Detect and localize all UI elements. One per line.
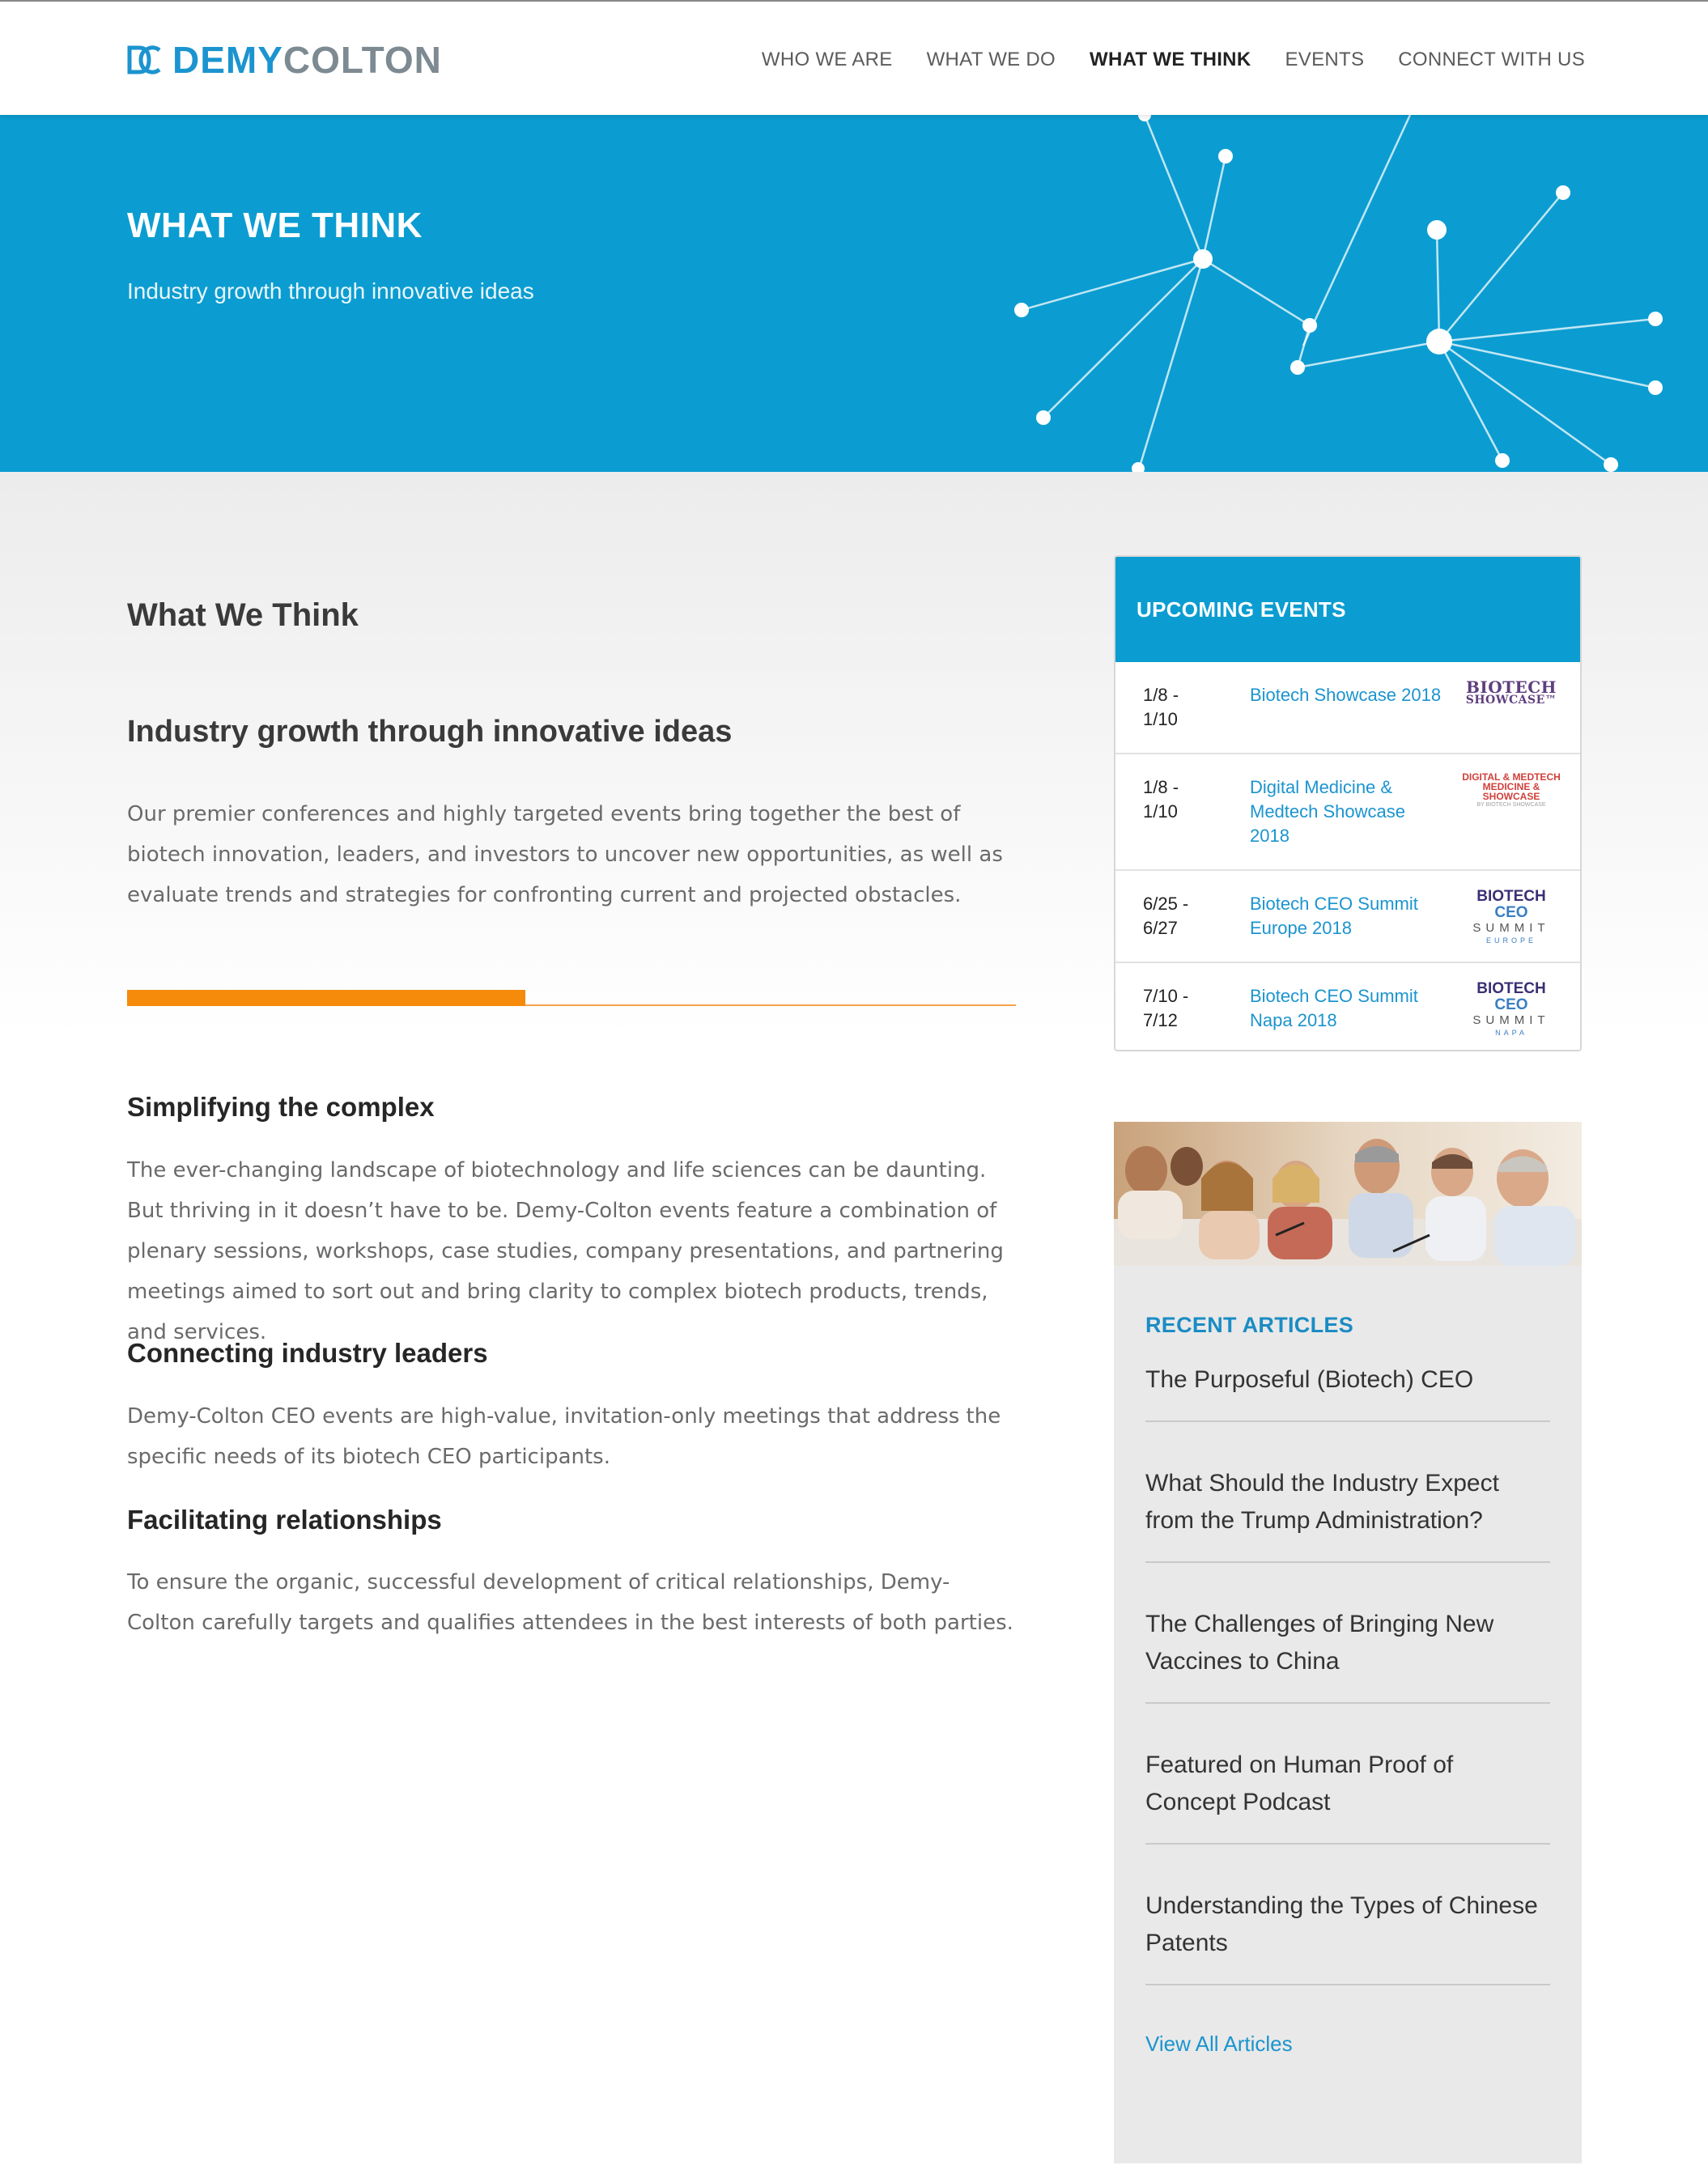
article-link[interactable]: What Should the Industry Expect from the Trump Administration? bbox=[1145, 1470, 1499, 1534]
intro-paragraph: Our premier conferences and highly targeted events bring together the best of biotech innovation, leaders, and investors to uncover new opportunities, as well as evaluate trends and strategies for confronting current and projected obstacles. bbox=[127, 802, 1003, 907]
event-row bbox=[1115, 871, 1580, 963]
logo-text: MEDICINE & SHOWCASE bbox=[1482, 781, 1540, 802]
nav-item-who-we-are[interactable]: WHO WE ARE bbox=[761, 49, 893, 70]
article-divider bbox=[1145, 1843, 1550, 1845]
logo-text: NAPA bbox=[1495, 1029, 1527, 1037]
biotech-ceo-summit-europe-logo[interactable] bbox=[1459, 888, 1564, 945]
event-row bbox=[1115, 963, 1580, 1051]
conference-photo-image bbox=[1114, 1122, 1582, 1266]
event-date: 1/8 - 1/10 bbox=[1143, 685, 1179, 729]
logo-text bbox=[1459, 981, 1564, 1013]
logo-mark-icon bbox=[127, 44, 161, 76]
logo-text: DIGITAL & MEDTECH bbox=[1462, 771, 1561, 783]
logo-text: BY BIOTECH SHOWCASE bbox=[1476, 802, 1546, 808]
logo-text: SHOWCASE™ bbox=[1465, 694, 1557, 707]
logo-text: SUMMIT bbox=[1472, 921, 1550, 935]
logo-word: BIOTECH bbox=[1476, 980, 1546, 997]
logo-word: CEO bbox=[1494, 904, 1528, 921]
nav-item-connect-with-us[interactable]: CONNECT WITH US bbox=[1398, 49, 1585, 70]
articles-title: RECENT ARTICLES bbox=[1145, 1313, 1354, 1337]
section-body-facilitating: To ensure the organic, successful development of critical relationships, Demy-Colton carefully targets and qualifies attendees in the best interests of both parties. bbox=[127, 1570, 1013, 1635]
article-link[interactable]: Featured on Human Proof of Concept Podcast bbox=[1145, 1752, 1454, 1815]
event-row bbox=[1115, 662, 1580, 754]
hero-title: WHAT WE THINK bbox=[127, 206, 423, 245]
brand-name bbox=[172, 40, 442, 79]
event-row bbox=[1115, 754, 1580, 871]
logo-text: BIOTECH bbox=[1465, 677, 1557, 697]
recent-articles-panel bbox=[1114, 1122, 1582, 2163]
event-link[interactable]: Digital Medicine & Medtech Showcase 2018 bbox=[1250, 777, 1405, 846]
brand-logo[interactable] bbox=[127, 40, 442, 79]
biotech-showcase-logo[interactable] bbox=[1459, 677, 1564, 728]
article-link[interactable]: Understanding the Types of Chinese Patents bbox=[1145, 1892, 1538, 1956]
page-subtitle: Industry growth through innovative ideas bbox=[127, 715, 733, 749]
nav-item-what-we-think[interactable]: WHAT WE THINK bbox=[1090, 49, 1251, 70]
upcoming-events-card bbox=[1114, 555, 1582, 1051]
events-title: UPCOMING EVENTS bbox=[1137, 597, 1346, 622]
article-divider bbox=[1145, 1420, 1550, 1422]
logo-text: EUROPE bbox=[1485, 936, 1536, 945]
nav-item-events[interactable]: EVENTS bbox=[1285, 49, 1365, 70]
section-heading-simplifying: Simplifying the complex bbox=[127, 1092, 435, 1122]
section-body-simplifying: The ever-changing landscape of biotechnology and life sciences can be daunting. But thriving in it doesn’t have to be. Demy-Colton events feature a combination of plenary sessions, workshops, case studies, company presentations, and partnering meetings aimed to sort out and bring clarity to complex biotech products, trends, and services. bbox=[127, 1158, 1004, 1344]
event-date: 6/25 - 6/27 bbox=[1143, 894, 1189, 938]
logo-word: BIOTECH bbox=[1476, 888, 1546, 905]
event-link[interactable]: Biotech CEO Summit Europe 2018 bbox=[1250, 894, 1418, 938]
event-link[interactable]: Biotech CEO Summit Napa 2018 bbox=[1250, 986, 1418, 1030]
section-heading-facilitating: Facilitating relationships bbox=[127, 1505, 442, 1535]
logo-text bbox=[1459, 889, 1564, 921]
section-body-connecting: Demy-Colton CEO events are high-value, invitation-only meetings that address the specific needs of its biotech CEO participants. bbox=[127, 1404, 1001, 1469]
biotech-ceo-summit-napa-logo[interactable] bbox=[1459, 980, 1564, 1037]
article-link[interactable]: The Challenges of Bringing New Vaccines to China bbox=[1145, 1611, 1494, 1675]
brand-name-part2: COLTON bbox=[283, 39, 442, 81]
logo-text: SUMMIT bbox=[1472, 1013, 1550, 1027]
digital-medicine-medtech-logo[interactable] bbox=[1459, 772, 1564, 821]
events-header bbox=[1115, 557, 1580, 662]
hero-banner bbox=[0, 115, 1708, 472]
brand-name-part1: DEMY bbox=[172, 39, 283, 81]
conference-photo bbox=[1114, 1122, 1582, 1266]
view-all-articles-link[interactable]: View All Articles bbox=[1145, 2032, 1293, 2056]
article-link[interactable]: The Purposeful (Biotech) CEO bbox=[1145, 1366, 1474, 1393]
main-nav bbox=[728, 44, 1585, 76]
nav-item-what-we-do[interactable]: WHAT WE DO bbox=[926, 49, 1056, 70]
article-divider bbox=[1145, 1561, 1550, 1563]
event-date: 7/10 - 7/12 bbox=[1143, 986, 1189, 1030]
site-header bbox=[0, 2, 1708, 115]
hero-subtitle: Industry growth through innovative ideas bbox=[127, 278, 534, 304]
article-divider bbox=[1145, 1984, 1550, 1985]
section-heading-connecting: Connecting industry leaders bbox=[127, 1338, 488, 1368]
event-date: 1/8 - 1/10 bbox=[1143, 777, 1179, 822]
logo-word: CEO bbox=[1494, 996, 1528, 1013]
event-link[interactable]: Biotech Showcase 2018 bbox=[1250, 685, 1442, 705]
article-divider bbox=[1145, 1702, 1550, 1704]
accent-divider-bar bbox=[127, 990, 525, 1006]
page-title: What We Think bbox=[127, 597, 359, 633]
